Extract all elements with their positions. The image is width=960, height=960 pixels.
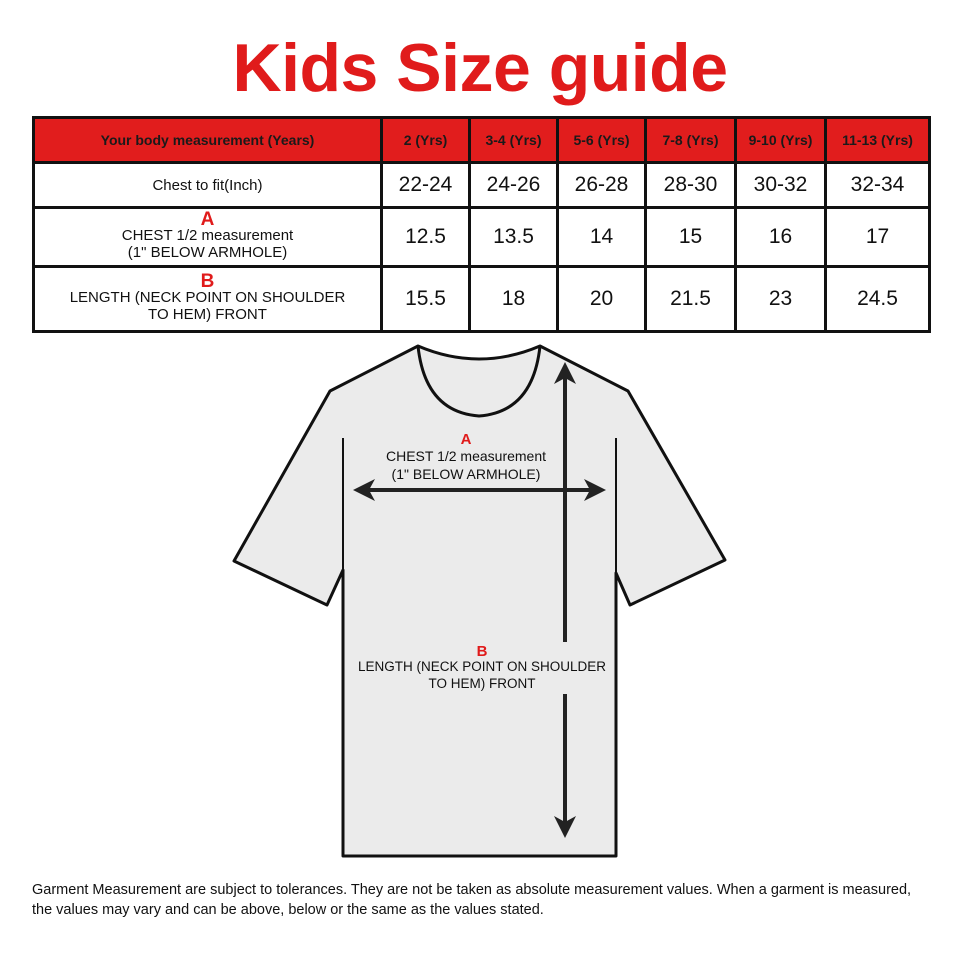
header-label: Your body measurement (Years)	[34, 118, 382, 163]
table-cell: 17	[826, 208, 930, 267]
length-label-line2: TO HEM) FRONT	[428, 676, 536, 691]
length-letter: B	[476, 643, 488, 660]
row-label-line: LENGTH (NECK POINT ON SHOULDER	[69, 289, 346, 306]
table-cell: 24-26	[470, 163, 558, 208]
table-cell: 23	[736, 267, 826, 332]
row-label-line: CHEST 1/2 measurement	[121, 227, 294, 244]
row-label-line: (1" BELOW ARMHOLE)	[127, 244, 288, 261]
size-header: 2 (Yrs)	[382, 118, 470, 163]
page-title: Kids Size guide	[232, 30, 728, 106]
table-cell: 20	[558, 267, 646, 332]
size-header: 11-13 (Yrs)	[826, 118, 930, 163]
size-header: 5-6 (Yrs)	[558, 118, 646, 163]
table-cell: 22-24	[382, 163, 470, 208]
table-cell: 30-32	[736, 163, 826, 208]
table-cell: 15	[646, 208, 736, 267]
table-cell: 32-34	[826, 163, 930, 208]
tshirt-outline	[234, 346, 725, 856]
length-label-line1: LENGTH (NECK POINT ON SHOULDER	[357, 659, 607, 674]
size-header: 7-8 (Yrs)	[646, 118, 736, 163]
table-cell: 26-28	[558, 163, 646, 208]
table-cell: 18	[470, 267, 558, 332]
chest-letter: A	[460, 431, 472, 448]
measure-letter: B	[200, 271, 215, 292]
tolerance-note: Garment Measurement are subject to tolerances. They are not be taken as absolute measurement values. When a garment is measured, the values may vary and can be above, below or the same as the values stated.	[32, 882, 912, 918]
size-header: 3-4 (Yrs)	[470, 118, 558, 163]
chest-label-line1: CHEST 1/2 measurement	[385, 448, 547, 464]
table-cell: 15.5	[382, 267, 470, 332]
table-cell: 28-30	[646, 163, 736, 208]
measure-letter: A	[200, 209, 215, 230]
size-header: 9-10 (Yrs)	[736, 118, 826, 163]
table-cell: 14	[558, 208, 646, 267]
table-cell: 24.5	[826, 267, 930, 332]
row-label: Chest to fit(Inch)	[34, 163, 382, 208]
table-cell: 16	[736, 208, 826, 267]
table-cell: 13.5	[470, 208, 558, 267]
chest-label-line2: (1" BELOW ARMHOLE)	[391, 466, 541, 482]
table-cell: 21.5	[646, 267, 736, 332]
table-cell: 12.5	[382, 208, 470, 267]
row-label-line: TO HEM) FRONT	[148, 306, 267, 323]
